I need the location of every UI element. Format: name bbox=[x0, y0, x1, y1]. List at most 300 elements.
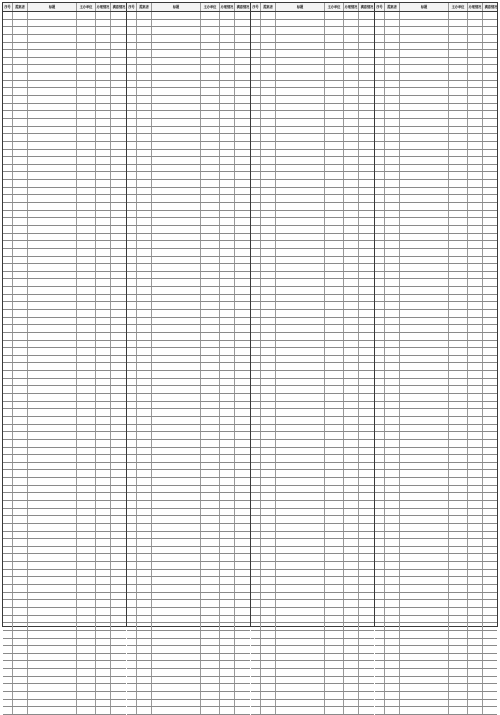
table-cell bbox=[449, 318, 468, 325]
table-cell bbox=[28, 58, 77, 65]
table-cell bbox=[344, 341, 359, 348]
table-row bbox=[3, 318, 126, 326]
table-cell bbox=[28, 692, 77, 699]
table-cell bbox=[3, 341, 13, 348]
table-row bbox=[251, 700, 374, 708]
table-cell bbox=[201, 402, 220, 409]
table-cell bbox=[261, 211, 276, 218]
table-cell bbox=[77, 180, 96, 187]
table-row bbox=[127, 616, 250, 624]
table-cell bbox=[28, 325, 77, 332]
table-cell bbox=[96, 241, 111, 248]
table-cell bbox=[220, 509, 235, 516]
table-cell bbox=[235, 554, 251, 561]
table-cell bbox=[137, 264, 152, 271]
table-cell bbox=[468, 539, 483, 546]
table-cell bbox=[344, 570, 359, 577]
table-cell bbox=[385, 127, 400, 134]
table-cell bbox=[400, 577, 449, 584]
table-cell bbox=[152, 310, 201, 317]
table-cell bbox=[13, 608, 28, 615]
table-cell bbox=[344, 20, 359, 27]
table-cell bbox=[77, 639, 96, 646]
table-cell bbox=[137, 50, 152, 57]
table-cell bbox=[375, 524, 385, 531]
table-row bbox=[3, 379, 126, 387]
table-cell bbox=[276, 88, 325, 95]
table-cell bbox=[235, 616, 251, 623]
table-cell bbox=[137, 104, 152, 111]
table-cell bbox=[111, 127, 127, 134]
table-row bbox=[127, 20, 250, 28]
column-header: 主办单位 bbox=[77, 3, 96, 11]
table-cell bbox=[325, 104, 344, 111]
table-cell bbox=[400, 509, 449, 516]
table-cell bbox=[483, 203, 499, 210]
table-cell bbox=[96, 577, 111, 584]
table-row bbox=[375, 88, 497, 96]
table-row bbox=[127, 172, 250, 180]
table-cell bbox=[344, 180, 359, 187]
table-cell bbox=[400, 127, 449, 134]
table-cell bbox=[3, 669, 13, 676]
table-cell bbox=[359, 81, 375, 88]
table-cell bbox=[385, 631, 400, 638]
column-header: 提案者 bbox=[261, 3, 276, 11]
table-cell bbox=[3, 402, 13, 409]
table-cell bbox=[201, 692, 220, 699]
table-cell bbox=[127, 379, 137, 386]
table-cell bbox=[449, 180, 468, 187]
table-cell bbox=[96, 669, 111, 676]
table-cell bbox=[344, 700, 359, 707]
table-cell bbox=[375, 402, 385, 409]
table-cell bbox=[3, 631, 13, 638]
table-row bbox=[127, 371, 250, 379]
table-row bbox=[375, 348, 497, 356]
table-cell bbox=[375, 226, 385, 233]
table-cell bbox=[359, 684, 375, 691]
table-cell bbox=[483, 516, 499, 523]
table-cell bbox=[344, 417, 359, 424]
table-cell bbox=[251, 432, 261, 439]
table-cell bbox=[111, 593, 127, 600]
table-cell bbox=[261, 50, 276, 57]
table-cell bbox=[3, 379, 13, 386]
table-cell bbox=[3, 486, 13, 493]
table-cell bbox=[400, 654, 449, 661]
table-cell bbox=[96, 81, 111, 88]
table-cell bbox=[13, 593, 28, 600]
table-cell bbox=[344, 150, 359, 157]
table-cell bbox=[251, 669, 261, 676]
table-cell bbox=[13, 417, 28, 424]
table-cell bbox=[261, 486, 276, 493]
table-cell bbox=[3, 707, 13, 714]
table-cell bbox=[235, 203, 251, 210]
table-row bbox=[127, 104, 250, 112]
table-cell bbox=[468, 684, 483, 691]
table-cell bbox=[152, 455, 201, 462]
table-row bbox=[251, 318, 374, 326]
table-cell bbox=[261, 700, 276, 707]
table-row bbox=[251, 371, 374, 379]
table-row bbox=[375, 570, 497, 578]
table-cell bbox=[77, 402, 96, 409]
table-row bbox=[3, 96, 126, 104]
table-cell bbox=[385, 188, 400, 195]
table-row bbox=[127, 394, 250, 402]
column-header: 满意情况 bbox=[484, 5, 498, 9]
table-cell bbox=[152, 50, 201, 57]
table-cell bbox=[96, 371, 111, 378]
table-cell bbox=[3, 654, 13, 661]
table-cell bbox=[375, 669, 385, 676]
table-cell bbox=[28, 157, 77, 164]
table-cell bbox=[201, 700, 220, 707]
table-cell bbox=[220, 295, 235, 302]
table-cell bbox=[152, 524, 201, 531]
table-cell bbox=[3, 27, 13, 34]
table-cell bbox=[137, 509, 152, 516]
table-cell bbox=[359, 402, 375, 409]
table-cell bbox=[385, 661, 400, 668]
table-cell bbox=[201, 119, 220, 126]
table-cell bbox=[400, 81, 449, 88]
table-row bbox=[251, 58, 374, 66]
table-cell bbox=[468, 661, 483, 668]
table-cell bbox=[359, 463, 375, 470]
table-cell bbox=[127, 218, 137, 225]
table-cell bbox=[201, 272, 220, 279]
table-cell bbox=[127, 448, 137, 455]
table-cell bbox=[359, 639, 375, 646]
table-cell bbox=[220, 570, 235, 577]
table-cell bbox=[261, 325, 276, 332]
table-cell bbox=[96, 188, 111, 195]
table-cell bbox=[127, 172, 137, 179]
table-cell bbox=[375, 356, 385, 363]
table-cell bbox=[3, 356, 13, 363]
table-cell bbox=[276, 394, 325, 401]
table-row bbox=[375, 341, 497, 349]
table-cell bbox=[359, 257, 375, 264]
table-row bbox=[375, 600, 497, 608]
table-cell bbox=[483, 486, 499, 493]
table-cell bbox=[137, 12, 152, 19]
table-cell bbox=[400, 417, 449, 424]
table-cell bbox=[276, 180, 325, 187]
table-cell bbox=[77, 58, 96, 65]
table-cell bbox=[251, 165, 261, 172]
table-cell bbox=[375, 287, 385, 294]
table-cell bbox=[201, 440, 220, 447]
table-cell bbox=[28, 234, 77, 241]
table-cell bbox=[77, 257, 96, 264]
table-cell bbox=[468, 501, 483, 508]
table-cell bbox=[96, 386, 111, 393]
table-cell bbox=[201, 127, 220, 134]
table-cell bbox=[276, 585, 325, 592]
table-row bbox=[375, 295, 497, 303]
table-cell bbox=[127, 27, 137, 34]
table-cell bbox=[111, 188, 127, 195]
table-row bbox=[127, 646, 250, 654]
table-cell bbox=[261, 616, 276, 623]
table-cell bbox=[127, 50, 137, 57]
table-cell bbox=[375, 119, 385, 126]
table-cell bbox=[375, 585, 385, 592]
table-cell bbox=[28, 65, 77, 72]
table-cell bbox=[344, 371, 359, 378]
table-cell bbox=[77, 524, 96, 531]
table-cell bbox=[261, 58, 276, 65]
table-cell bbox=[325, 119, 344, 126]
table-row bbox=[375, 692, 497, 700]
table-cell bbox=[111, 104, 127, 111]
table-cell bbox=[359, 425, 375, 432]
table-row bbox=[375, 707, 497, 715]
table-cell bbox=[127, 264, 137, 271]
table-cell bbox=[201, 211, 220, 218]
table-cell bbox=[220, 677, 235, 684]
table-cell bbox=[468, 295, 483, 302]
table-row bbox=[375, 12, 497, 20]
table-row bbox=[375, 157, 497, 165]
table-cell bbox=[359, 356, 375, 363]
table-cell bbox=[385, 448, 400, 455]
table-cell bbox=[28, 516, 77, 523]
table-cell bbox=[28, 386, 77, 393]
table-cell bbox=[359, 35, 375, 42]
table-cell bbox=[261, 677, 276, 684]
table-cell bbox=[3, 509, 13, 516]
table-row bbox=[127, 654, 250, 662]
column-header: 满意情况 bbox=[112, 5, 126, 9]
table-cell bbox=[201, 142, 220, 149]
table-cell bbox=[251, 554, 261, 561]
table-cell bbox=[276, 35, 325, 42]
table-cell bbox=[375, 371, 385, 378]
table-cell bbox=[375, 562, 385, 569]
table-row bbox=[251, 81, 374, 89]
table-cell bbox=[201, 562, 220, 569]
table-cell bbox=[359, 646, 375, 653]
table-cell bbox=[359, 88, 375, 95]
table-cell bbox=[468, 81, 483, 88]
table-cell bbox=[385, 172, 400, 179]
table-row bbox=[375, 65, 497, 73]
table-row bbox=[127, 218, 250, 226]
table-cell bbox=[201, 318, 220, 325]
table-cell bbox=[13, 104, 28, 111]
table-cell bbox=[325, 417, 344, 424]
table-cell bbox=[359, 142, 375, 149]
table-cell bbox=[375, 264, 385, 271]
column-header: 序号 bbox=[251, 3, 261, 11]
table-row bbox=[251, 669, 374, 677]
table-cell bbox=[77, 547, 96, 554]
table-cell bbox=[261, 577, 276, 584]
table-cell bbox=[375, 295, 385, 302]
table-row bbox=[375, 455, 497, 463]
table-cell bbox=[127, 35, 137, 42]
table-cell bbox=[375, 111, 385, 118]
table-cell bbox=[152, 127, 201, 134]
table-row bbox=[375, 96, 497, 104]
table-cell bbox=[28, 279, 77, 286]
table-cell bbox=[111, 35, 127, 42]
table-cell bbox=[96, 554, 111, 561]
table-cell bbox=[152, 585, 201, 592]
table-cell bbox=[152, 142, 201, 149]
table-cell bbox=[325, 646, 344, 653]
table-cell bbox=[468, 111, 483, 118]
table-cell bbox=[152, 180, 201, 187]
table-row bbox=[127, 12, 250, 20]
table-cell bbox=[276, 593, 325, 600]
table-row bbox=[375, 593, 497, 601]
table-cell bbox=[77, 134, 96, 141]
table-row bbox=[375, 417, 497, 425]
table-cell bbox=[385, 440, 400, 447]
table-cell bbox=[201, 73, 220, 80]
table-cell bbox=[111, 234, 127, 241]
table-cell bbox=[3, 218, 13, 225]
table-cell bbox=[220, 157, 235, 164]
table-cell bbox=[13, 631, 28, 638]
table-cell bbox=[13, 493, 28, 500]
table-cell bbox=[220, 142, 235, 149]
table-cell bbox=[251, 577, 261, 584]
table-cell bbox=[483, 478, 499, 485]
table-cell bbox=[137, 111, 152, 118]
table-cell bbox=[375, 631, 385, 638]
table-cell bbox=[201, 616, 220, 623]
table-cell bbox=[152, 111, 201, 118]
table-cell bbox=[325, 585, 344, 592]
table-cell bbox=[449, 81, 468, 88]
table-cell bbox=[449, 104, 468, 111]
table-cell bbox=[276, 150, 325, 157]
table-row bbox=[251, 104, 374, 112]
table-cell bbox=[251, 127, 261, 134]
table-cell bbox=[127, 257, 137, 264]
table-cell bbox=[220, 646, 235, 653]
table-cell bbox=[400, 616, 449, 623]
column-header: 办理情况 bbox=[344, 5, 358, 9]
table-cell bbox=[276, 524, 325, 531]
table-cell bbox=[28, 88, 77, 95]
table-row bbox=[3, 570, 126, 578]
table-cell bbox=[468, 654, 483, 661]
table-cell bbox=[400, 150, 449, 157]
table-row bbox=[375, 478, 497, 486]
table-cell bbox=[220, 172, 235, 179]
table-cell bbox=[13, 35, 28, 42]
table-cell bbox=[152, 684, 201, 691]
table-cell bbox=[385, 363, 400, 370]
table-row bbox=[251, 363, 374, 371]
table-cell bbox=[400, 363, 449, 370]
table-row bbox=[375, 577, 497, 585]
table-cell bbox=[13, 356, 28, 363]
table-cell bbox=[235, 547, 251, 554]
table-cell bbox=[261, 279, 276, 286]
table-cell bbox=[449, 593, 468, 600]
table-cell bbox=[111, 493, 127, 500]
table-row bbox=[127, 318, 250, 326]
table-row bbox=[251, 448, 374, 456]
table-cell bbox=[201, 455, 220, 462]
table-cell bbox=[359, 341, 375, 348]
table-cell bbox=[111, 585, 127, 592]
table-cell bbox=[483, 509, 499, 516]
table-cell bbox=[235, 27, 251, 34]
table-cell bbox=[400, 532, 449, 539]
table-cell bbox=[152, 493, 201, 500]
table-cell bbox=[235, 279, 251, 286]
table-cell bbox=[3, 157, 13, 164]
table-cell bbox=[3, 180, 13, 187]
table-cell bbox=[344, 157, 359, 164]
table-cell bbox=[261, 669, 276, 676]
table-cell bbox=[385, 88, 400, 95]
table-cell bbox=[344, 234, 359, 241]
table-cell bbox=[28, 402, 77, 409]
table-cell bbox=[251, 493, 261, 500]
table-cell bbox=[111, 50, 127, 57]
column-header: 标题 bbox=[28, 3, 77, 11]
table-cell bbox=[13, 554, 28, 561]
table-cell bbox=[96, 455, 111, 462]
table-cell bbox=[344, 661, 359, 668]
table-cell bbox=[235, 264, 251, 271]
table-row bbox=[127, 539, 250, 547]
table-cell bbox=[96, 409, 111, 416]
table-cell bbox=[359, 310, 375, 317]
table-cell bbox=[127, 234, 137, 241]
table-cell bbox=[468, 478, 483, 485]
table-cell bbox=[111, 455, 127, 462]
table-cell bbox=[127, 241, 137, 248]
table-panel bbox=[374, 2, 498, 627]
table-cell bbox=[77, 211, 96, 218]
table-cell bbox=[483, 188, 499, 195]
table-cell bbox=[201, 58, 220, 65]
table-cell bbox=[400, 562, 449, 569]
table-cell bbox=[201, 478, 220, 485]
table-cell bbox=[483, 27, 499, 34]
table-row bbox=[127, 623, 250, 631]
table-row bbox=[251, 470, 374, 478]
table-cell bbox=[251, 570, 261, 577]
table-cell bbox=[375, 440, 385, 447]
table-cell bbox=[220, 58, 235, 65]
table-cell bbox=[77, 616, 96, 623]
table-cell bbox=[344, 509, 359, 516]
table-cell bbox=[449, 195, 468, 202]
table-cell bbox=[220, 554, 235, 561]
table-cell bbox=[483, 371, 499, 378]
table-cell bbox=[77, 165, 96, 172]
table-cell bbox=[127, 341, 137, 348]
table-cell bbox=[111, 172, 127, 179]
table-cell bbox=[468, 463, 483, 470]
table-cell bbox=[111, 562, 127, 569]
table-cell bbox=[385, 295, 400, 302]
table-cell bbox=[137, 234, 152, 241]
